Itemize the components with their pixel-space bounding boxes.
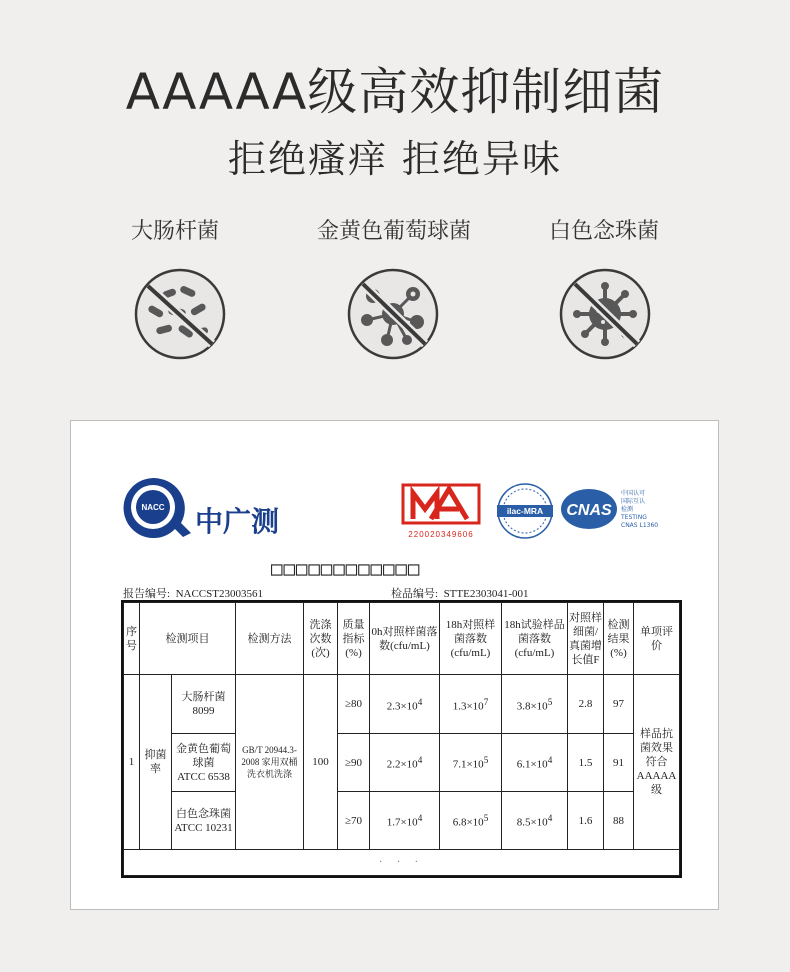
report-title: □□□□□□□□□□□□ [271, 558, 421, 580]
bacteria-label-candida: 白色念珠菌 [548, 219, 659, 244]
bacteria-label-staph: 金黄色葡萄球菌 [316, 219, 471, 244]
cell-sample-18h [502, 792, 568, 850]
header-item: 检测项目 [140, 603, 236, 675]
cell-control-18h [440, 675, 502, 734]
item-name: 大肠杆菌 [181, 691, 226, 703]
table-row [124, 734, 680, 792]
sample-number [391, 585, 529, 601]
value-exponent: 4 [547, 813, 553, 824]
value-exponent: 4 [547, 755, 553, 766]
item-strain: ATCC 10231 [174, 821, 233, 834]
value-mantissa: 1.7×10 [386, 816, 418, 829]
value-exponent: 5 [547, 696, 553, 707]
value-exponent: 7 [483, 696, 489, 707]
value-mantissa: 2.2×10 [386, 758, 418, 771]
header-sample-18h: 18h试验样品菌落数(cfu/mL) [502, 603, 568, 675]
item-strain: 8099 [192, 705, 215, 717]
cell-index: ≥80 [338, 675, 370, 734]
header-wash: 洗涤次数(次) [304, 603, 338, 675]
cell-control-18h [440, 734, 502, 792]
cma-logo [403, 485, 479, 539]
value-mantissa: 1.3×10 [452, 700, 484, 713]
cnas-text: CNAS [566, 502, 612, 519]
test-report [70, 420, 719, 910]
nacc-badge-text: NACC [141, 503, 165, 512]
row-method: GB/T 20944.3-2008 家用双桶洗衣机洗涤 [236, 675, 304, 850]
cell-control-0h [370, 792, 440, 850]
cell-sample-18h [502, 734, 568, 792]
row-wash-count: 100 [304, 675, 338, 850]
footer-dots: · · · [124, 850, 680, 876]
header-evaluation: 单项评价 [634, 603, 680, 675]
cell-index: ≥70 [338, 792, 370, 850]
report-number [123, 585, 263, 601]
cell-result: 88 [604, 792, 634, 850]
cell-control-0h [370, 675, 440, 734]
ilac-text: ilac-MRA [506, 506, 544, 516]
cnas-line-1: 中国认可 [621, 490, 646, 497]
cell-result: 97 [604, 675, 634, 734]
table-row [124, 792, 680, 850]
cma-number: 220020349606 [408, 530, 474, 539]
report-number-label: 报告编号: [123, 588, 171, 600]
value-exponent: 4 [417, 696, 423, 707]
item-strain: ATCC 6538 [177, 770, 230, 783]
ilac-logo [497, 484, 553, 538]
org-name: 中广测 [195, 505, 280, 538]
cell-control-18h [440, 792, 502, 850]
cell-sample-18h [502, 675, 568, 734]
report-number-value: NACCST23003561 [175, 588, 263, 600]
cell-result: 91 [604, 734, 634, 792]
value-mantissa: 6.8×10 [452, 816, 484, 829]
item-name: 金黄色葡萄球菌 [176, 742, 231, 769]
value-exponent: 4 [417, 813, 423, 824]
cell-item [172, 792, 236, 850]
header-method: 检测方法 [236, 603, 304, 675]
cnas-line-3: 检测 [621, 506, 634, 513]
value-mantissa: 6.1×10 [516, 758, 548, 771]
table-row [124, 675, 680, 734]
sample-number-label: 检品编号: [391, 588, 439, 600]
value-mantissa: 2.3×10 [386, 700, 418, 713]
cnas-logo [561, 489, 658, 529]
hero-title: AAAAA级高效抑制细菌 [125, 63, 665, 121]
rod-bacteria-icon [134, 268, 226, 360]
header-control-0h: 0h对照样菌落数(cfu/mL) [370, 603, 440, 675]
header-result: 检测结果(%) [604, 603, 634, 675]
cell-growth: 2.8 [568, 675, 604, 734]
cell-item [172, 675, 236, 734]
fungus-icon [559, 268, 651, 360]
cell-index: ≥90 [338, 734, 370, 792]
value-mantissa: 7.1×10 [452, 758, 484, 771]
certification-logos [401, 479, 671, 549]
cell-growth: 1.6 [568, 792, 604, 850]
cnas-line-5: CNAS L1360 [621, 522, 659, 529]
header-control-18h: 18h对照样菌落数(cfu/mL) [440, 603, 502, 675]
value-exponent: 4 [417, 755, 423, 766]
cell-item [172, 734, 236, 792]
header-quality: 质量指标(%) [338, 603, 370, 675]
sample-number-value: STTE2303041-001 [443, 588, 529, 600]
bacteria-label-ecoli: 大肠杆菌 [130, 219, 219, 244]
table-footer-row [124, 850, 680, 876]
row-category: 抑菌率 [140, 675, 172, 850]
cnas-line-4: TESTING [621, 514, 647, 521]
cocci-bacteria-icon [347, 268, 439, 360]
nacc-logo [109, 467, 309, 547]
header-growth: 对照样细菌/真菌增长值F [568, 603, 604, 675]
row-evaluation: 样品抗菌效果符合AAAAA级 [634, 675, 680, 850]
hero-subtitle: 拒绝瘙痒 拒绝异味 [227, 137, 563, 181]
results-table [123, 602, 680, 876]
table-header-row [124, 603, 680, 675]
value-exponent: 5 [483, 755, 489, 766]
cnas-line-2: 国际互认 [621, 498, 646, 505]
value-mantissa: 3.8×10 [516, 700, 548, 713]
value-exponent: 5 [483, 813, 489, 824]
header-seq: 序号 [124, 603, 140, 675]
row-seq: 1 [124, 675, 140, 850]
cell-growth: 1.5 [568, 734, 604, 792]
value-mantissa: 8.5×10 [516, 816, 548, 829]
item-name: 白色念珠菌 [176, 807, 231, 820]
cell-control-0h [370, 734, 440, 792]
